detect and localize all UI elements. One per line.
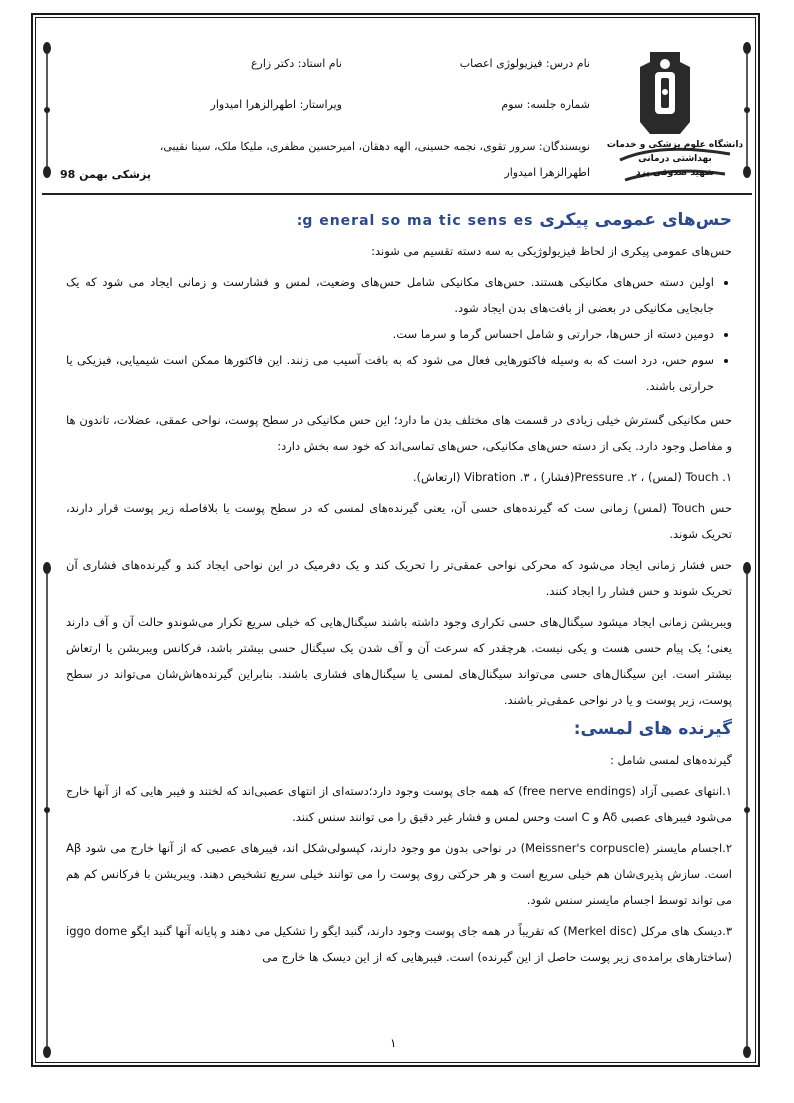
right-ornament-bottom-icon [740, 560, 754, 1060]
cohort-label: پزشکی بهمن 98 [60, 168, 151, 181]
pressure-paragraph: حس فشار زمانی ایجاد می‌شود که محرکی نواحی عمقی‌تر را تحریک کند و یک دفرمیک در این نواحی ایجاد کند و گیرنده‌های فشاری آن تحریک شوند و حس فشار را ایجاد کنند. [66, 558, 732, 598]
touch-paragraph: حس Touch (لمس) زمانی ست که گیرنده‌های حسی آن، یعنی گیرنده‌های لمسی که در سطح پوست یا بلافاصله زیر پوست قرار دارند، تحریک شوند. [66, 501, 733, 541]
receptor-item-free-nerve: ۱.انتهای عصبی آزاد (free nerve endings) که همه جای پوست وجود دارد؛دسته‌ای از انتهای عصبی‌اند که لختند و فیبر هایی که از آنها خارج می‌شود فیبرهای عصبی Aδ و C است وحس لمس و فشار غیر دقیق را می توانند سنس کنند. [66, 784, 732, 824]
university-name-line1: دانشگاه علوم پزشکی و خدمات بهداشتی درمانی [606, 140, 744, 164]
university-logo [600, 42, 750, 192]
section-heading-receptors: گیرنده های لمسی: [573, 719, 732, 739]
sense-categories-list [66, 269, 732, 399]
section-title-fa: حس‌های عمومی پیکری [539, 210, 732, 230]
document-header [60, 40, 750, 200]
session-number: شماره جلسه: سوم [501, 98, 590, 111]
left-ornament-bottom-icon [40, 560, 54, 1060]
receptor-item-meissner: ۲.اجسام مایسنر (Meissner's corpuscle) در نواحی بدون مو وجود دارند، کپسولی‌شکل اند، فیبرهای عصبی که از آنها خارج می شود Aβ است. سازش پذیری‌شان هم خیلی سریع است و هر حرکتی روی پوست را می توانند خیلی سریع تشخیص دهند. ویبریشن با فرکانس کم هم می تواند توسط اجسام مایسنر سنس شود. [66, 841, 732, 907]
page-number: ۱ [390, 1036, 397, 1050]
authors-line2: اطهرالزهرا امیدوار [504, 166, 590, 179]
list-item: • دومین دسته از حس‌ها، حرارتی و شامل احساس گرما و سرما ست. [66, 321, 714, 347]
document-body [66, 210, 732, 975]
receptor-item-merkel: ۳.دیسک های مرکل (Merkel disc) که تقریباً در همه جای پوست وجود دارند، گنبد ایگو را تشکیل می دهند و پایانه آنها گنبد ایگو iggo dome (ساختارهای برامده‌ی زیر پوست حاصل از این گیرنده) است. فیبرهایی که از این دیسک ها خارج می [66, 924, 732, 964]
list-item: • سوم حس، درد است که به وسیله فاکتورهایی فعال می شود که به بافت آسیب می زنند. این فاکتورها ممکن است شیمیایی، فیزیکی یا حرارتی باشند. [66, 347, 714, 399]
receptors-intro: گیرنده‌های لمسی شامل : [610, 753, 732, 767]
vibration-paragraph: ویبریشن زمانی ایجاد میشود سیگنال‌های حسی تکراری وجود داشته باشند سیگنال‌هایی که خیلی سریع تکرار می‌شوندو حالت آن و آف دارند یعنی؛ یک پیام حسی هست و یکی نیست. هرچقدر که سرعت آن و آف شدن یک سیگنال حسی بیشتر باشد، فرکانس ویبریشن یا ارتعاش بیشتر است. این سیگنال‌های حسی می‌تواند سیگنال‌های لمسی یا سیگنال‌های فشاری باشند. بنابراین گیرنده‌هاش‌شان می‌تواند در سطح پوست، زیر پوست و یا در نواحی عمقی‌تر باشند. [66, 615, 732, 707]
mechanical-sense-paragraph: حس مکانیکی گسترش خیلی زیادی در قسمت های مختلف بدن ما دارد؛ این حس مکانیکی در سطح پوست، نواحی عمقی، عضلات، تاندون ها و مفاصل وجود دارد. یکی از دسته حس‌های مکانیکی، حس‌های تماسی‌اند که خود سه بخش دارد: [66, 413, 732, 453]
intro-paragraph: حس‌های عمومی پیکری از لحاظ فیزیولوژیکی به سه دسته تقسیم می شوند: [371, 244, 732, 258]
tactile-types-list: ۱. Touch (لمس) ، ۲. Pressure(فشار) ، ۳. Vibration (ارتعاش). [412, 470, 732, 484]
header-divider [42, 193, 752, 195]
section-title-en: :g eneral so ma tic sens es [296, 213, 534, 229]
teacher-name: نام استاد: دکتر زارع [250, 57, 342, 70]
authors-line1: نویسندگان: سرور تقوی، نجمه حسینی، الهه دهقان، امیرحسین مظفری، ملیکا ملک، سینا نقیبی، [159, 140, 590, 153]
university-name-line2: شهید صدوقی یزد [635, 168, 715, 178]
section-heading-somatic [66, 210, 732, 230]
list-item: • اولین دسته حس‌های مکانیکی هستند. حس‌های مکانیکی شامل حس‌های وضعیت، لمس و فشارست و زمانی ایجاد می شود که یک جابجایی مکانیکی در بعضی از بافت‌های بدن ایجاد شود. [66, 269, 714, 321]
editor-name: ویراستار: اطهرالزهرا امیدوار [210, 98, 342, 111]
course-name: نام درس: فیزیولوژی اعصاب [459, 57, 590, 70]
left-ornament-top-icon [40, 40, 54, 180]
